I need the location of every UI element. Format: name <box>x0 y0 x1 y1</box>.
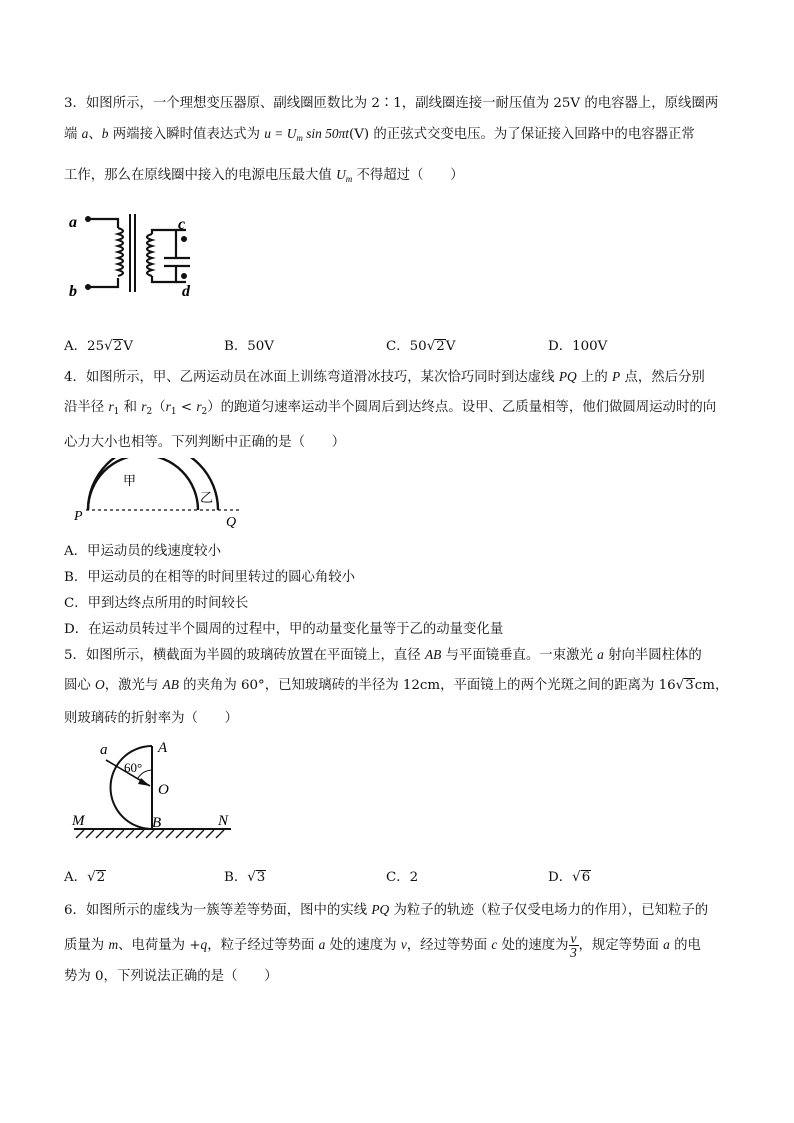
q4-option-a[interactable]: A．甲运动员的线速度较小 <box>64 544 221 559</box>
transformer-figure <box>66 204 206 304</box>
q4-line-3: 心力大小也相等。下列判断中正确的是（ ） <box>64 435 346 450</box>
glass-semicircle-figure <box>66 734 236 844</box>
q3-option-d[interactable]: D．100V <box>548 339 608 354</box>
q4-line-1: 4．如图所示，甲、乙两运动员在冰面上训练弯道滑冰技巧，某次恰巧同时到达虚线 PQ 上的 P 点，然后分别 <box>64 369 705 385</box>
label-yi: 乙 <box>200 490 214 505</box>
fraction-v-over-3: $\frac{v}{3}$ <box>570 931 577 960</box>
q3-option-a[interactable]: A．25√2V <box>64 339 133 354</box>
q3-line-1: 3．如图所示，一个理想变压器原、副线圈匝数比为 2∶1，副线圈连接一耐压值为 25V 的电容器上，原线圈两 <box>64 96 719 111</box>
label-N: N <box>218 813 229 829</box>
q5-line-2: 圆心 O，激光与 AB 的夹角为 60°，已知玻璃砖的半径为 12cm，平面镜上的两个光斑之间的距离为 16√3cm， <box>64 677 729 693</box>
q5-option-a[interactable]: A．√2 <box>64 870 106 885</box>
label-60: 60° <box>124 760 143 775</box>
q3-option-c[interactable]: C．50√2V <box>386 339 456 354</box>
label-d: d <box>182 283 190 300</box>
label-a: a <box>69 214 77 231</box>
q3-line-3: 工作，那么在原线圈中接入的电源电压最大值 $U_m$ 不得超过（ ） <box>64 167 464 184</box>
q3-line-2: 端 a、b 两端接入瞬时值表达式为 $u = U_m$ sin 50πt(V) 的正弦式交变电压。为了保证接入回路中的电容器正常 <box>64 126 695 143</box>
q6-line-1: 6．如图所示的虚线为一簇等差等势面，图中的实线 PQ 为粒子的轨迹（粒子仅受电场力的作用），已知粒子的 <box>64 902 709 918</box>
label-P: P <box>74 509 83 524</box>
q5-option-b[interactable]: B．√3 <box>224 870 266 885</box>
label-jia: 甲 <box>123 473 137 488</box>
q5-option-c[interactable]: C．2 <box>386 870 419 885</box>
label-O: O <box>158 782 169 798</box>
q3-options <box>64 335 744 355</box>
label-c: c <box>178 216 186 233</box>
q5-option-d[interactable]: D．√6 <box>548 870 591 885</box>
q6-line-3: 势为 0，下列说法正确的是（ ） <box>64 969 278 984</box>
label-B: B <box>152 815 162 831</box>
q4-option-d[interactable]: D．在运动员转过半个圆周的过程中，甲的动量变化量等于乙的动量变化量 <box>64 622 504 637</box>
q4-option-c[interactable]: C．甲到达终点所用的时间较长 <box>64 596 249 611</box>
label-Q: Q <box>226 515 237 528</box>
q3-option-b[interactable]: B．50V <box>224 339 274 354</box>
q4-line-2: 沿半径 $r_1$ 和 $r_2(r_1 < r_2)$的跑道匀速率运动半个圆周后到达终点。设甲、乙质量相等，他们做圆周运动时的向 <box>64 399 717 417</box>
q5-line-3: 则玻璃砖的折射率为（ ） <box>64 711 239 726</box>
label-b: b <box>69 283 77 300</box>
skating-track-figure <box>68 458 248 528</box>
label-a: a <box>100 742 108 758</box>
label-A: A <box>158 740 168 756</box>
q5-line-1: 5．如图所示，横截面为半圆的玻璃砖放置在平面镜上，直径 AB 与平面镜垂直。一束激光 a 射向半圆柱体的 <box>64 647 702 663</box>
label-M: M <box>72 813 85 829</box>
q5-options <box>64 866 744 886</box>
q4-option-b[interactable]: B．甲运动员的在相等的时间里转过的圆心角较小 <box>64 570 356 585</box>
q6-line-2: 质量为 m、电荷量为 +q，粒子经过等势面 a 处的速度为 v，经过等势面 c 处的速度为 $\frac{v}{3}$ ，规定等势面 a 的电 <box>64 931 701 960</box>
